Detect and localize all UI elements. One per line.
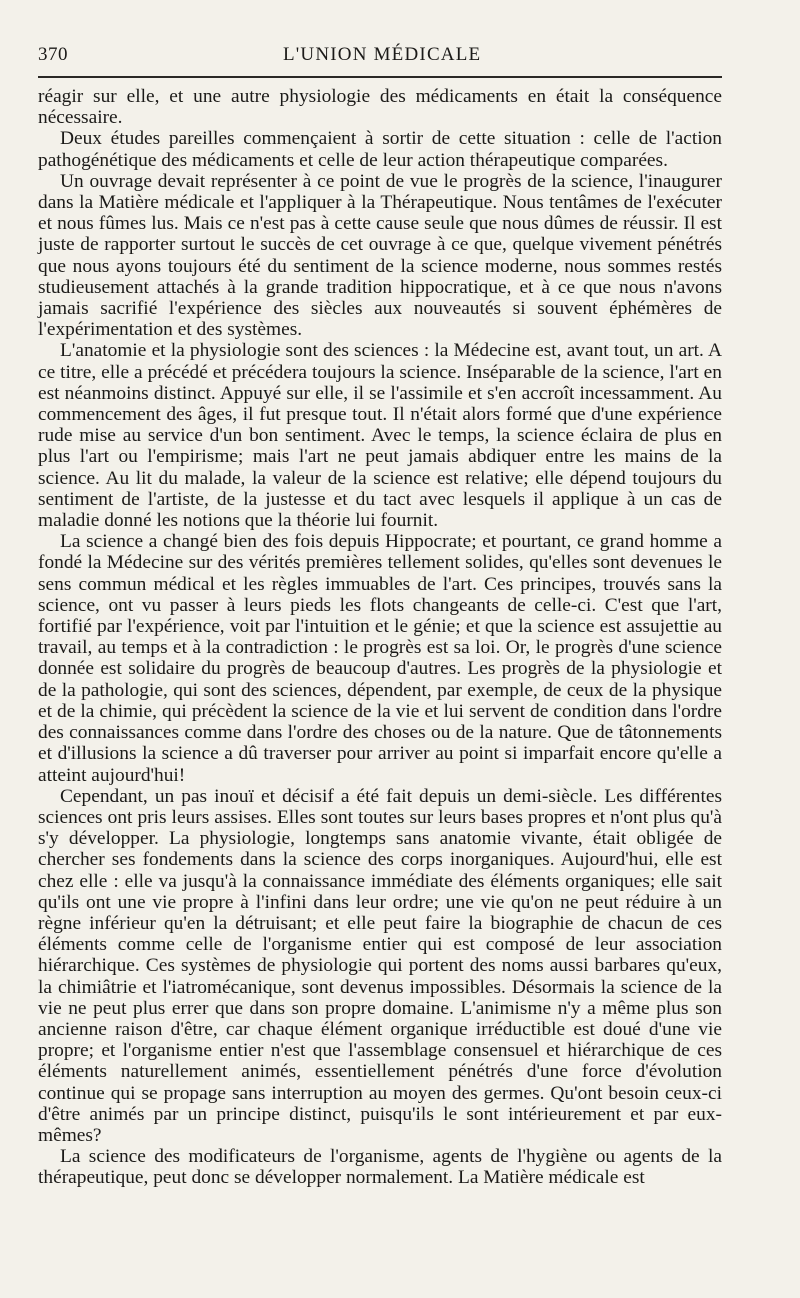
paragraph: L'anatomie et la physiologie sont des sciences : la Médecine est, avant tout, un art. A ce titre, elle a précédé et précédera toujours la science. Inséparable de la science, l'art en est néanmoins distinct. Appuyé sur elle, il se l'assimile et s'en accroît incessamment. Au commencement des âges, il fut presque tout. Il n'était alors formé que d'une expérience rude mise au service d'un bon sentiment. Avec le temps, la science éclaira de plus en plus l'art ou l'empirisme; mais l'art ne peut jamais abdiquer entre les mains de la science. Au lit du malade, la valeur de la science est relative; elle dépend toujours du sentiment de l'artiste, de la justesse et du tact avec lesquels il applique à un cas de maladie donné les notions que la théorie lui fournit.: [38, 340, 722, 532]
paragraph: Un ouvrage devait représenter à ce point de vue le progrès de la science, l'inaugurer dans la Matière médicale et l'appliquer à la Thérapeutique. Nous tentâmes de l'exécuter et nous fûmes lus. Mais ce n'est pas à cette cause seule que nous dûmes de réussir. Il est juste de rapporter surtout le succès de cet ouvrage à ce que, quelque vivement pénétrés que nous ayons toujours été du sentiment de la science moderne, nous sommes restés studieusement attachés à la grande tradition hippocratique, et à ce que nous n'avons jamais sacrifié l'expérience des siècles aux nouveautés si souvent éphémères de l'expérimentation et des systèmes.: [38, 170, 722, 341]
paragraph: La science des modificateurs de l'organisme, agents de l'hygiène ou agents de la thérapeutique, peut donc se développer normalement. La Matière médicale est: [38, 1146, 722, 1189]
journal-title: L'UNION MÉDICALE: [283, 44, 482, 65]
paragraph-continuation: réagir sur elle, et une autre physiologie des médicaments en était la conséquence nécessaire.: [38, 86, 722, 129]
page-number: 370: [38, 44, 68, 65]
paragraph: La science a changé bien des fois depuis Hippocrate; et pourtant, ce grand homme a fondé la Médecine sur des vérités premières tellement solides, qu'elles sont devenues le sens commun médical et les règles immuables de l'art. Ces principes, trouvés sans la science, ont vu passer à leurs pieds les flots changeants de celle-ci. C'est que l'art, fortifié par l'expérience, voit par l'intuition et le génie; et que la science est assujettie au travail, au temps et à la contradiction : le progrès est sa loi. Or, le progrès d'une science donnée est solidaire du progrès de beaucoup d'autres. Les progrès de la physiologie et de la pathologie, qui sont des sciences, dépendent, par exemple, de ceux de la physique et de la chimie, qui précèdent la science de la vie et lui servent de condition dans l'ordre des connaissances comme dans l'ordre des choses ou de la nature. Que de tâtonnements et d'illusions la science a dû traverser pour arriver au point si imparfait encore qu'elle a atteint aujourd'hui!: [38, 531, 722, 786]
header-rule: [38, 76, 722, 78]
article-body: [38, 86, 722, 1189]
paragraph: Deux études pareilles commençaient à sortir de cette situation : celle de l'action pathogénétique des médicaments et celle de leur action thérapeutique comparées.: [38, 128, 722, 171]
paragraph: Cependant, un pas inouï et décisif a été fait depuis un demi-siècle. Les différentes sciences ont pris leurs assises. Elles sont toutes sur leurs bases propres et n'ont plus qu'à s'y développer. La physiologie, longtemps sans anatomie vivante, était obligée de chercher ses fondements dans la science des corps inorganiques. Aujourd'hui, elle est chez elle : elle va jusqu'à la connaissance immédiate des éléments organiques; elle sait qu'ils ont une vie propre à l'infini dans leur ordre; une vie qu'on ne peut réduire à un règne inférieur qu'en la détruisant; et elle peut faire la biographie de chacun de ces éléments comme celle de l'organisme entier qui est composé de leur association hiérarchique. Ces systèmes de physiologie qui portent des noms aussi barbares qu'eux, la chimiâtrie et l'iatromécanique, sont devenus impossibles. Désormais la science de la vie ne peut plus errer que dans son propre domaine. L'animisme n'y a même plus son ancienne raison d'être, car chaque élément organique irréductible est doué d'une vie propre; et l'organisme entier n'est que l'assemblage consensuel et hiérarchique de ces éléments naturellement animés, essentiellement pénétrés d'une force d'évolution continue qui se propage sans interruption au moyen des germes. Qu'ont besoin ceux-ci d'être animés par un principe distinct, puisqu'ils le sont intérieurement et par eux-mêmes?: [38, 785, 722, 1146]
running-head: [38, 36, 722, 70]
